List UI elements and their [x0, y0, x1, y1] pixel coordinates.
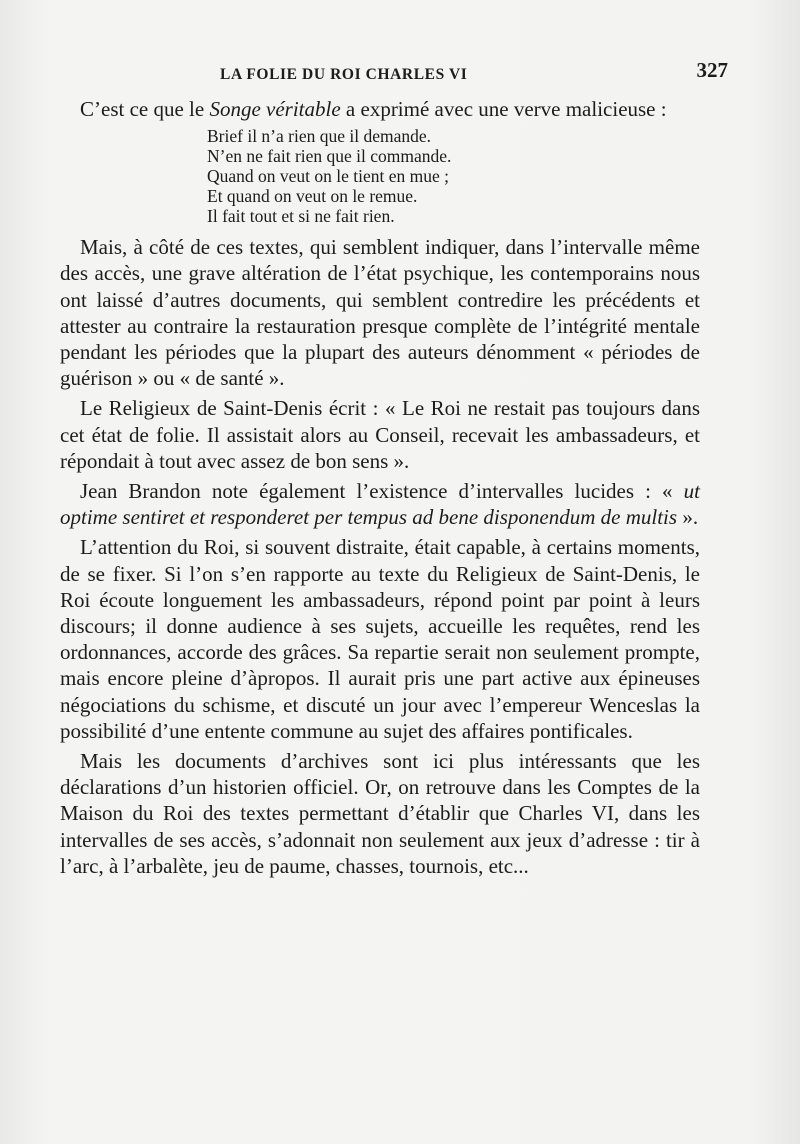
paragraph-text: Jean Brandon note également l’existence d’intervalles lucides : « — [80, 479, 684, 504]
verse-line: Il fait tout et si ne fait rien. — [207, 206, 395, 227]
verse-line: Et quand on veut on le remue. — [207, 186, 418, 207]
paragraph: Mais les documents d’archives sont ici plus intéressants que les déclarations d’un historien officiel. Or, on retrouve dans les Comptes de la Maison du Roi des textes permettant d’établir que Charles VI, dans les intervalles de ses accès, s’adonnait non seulement aux jeux d’adresse : tir à l’arc, à l’arbalète, jeu de paume, chasses, tournois, etc... — [60, 749, 700, 878]
paragraph-text: ». — [677, 505, 699, 530]
page-header — [60, 58, 728, 88]
verse-line: Quand on veut on le tient en mue ; — [207, 166, 450, 187]
paragraph: L’attention du Roi, si souvent distraite, était capable, à certains moments, de se fixer. Si l’on s’en rapporte au texte du Religieux de Saint-Denis, le Roi écoute longuement les ambassadeurs, répond point par point à leurs discours; il donne audience à ses sujets, accueille les requêtes, rend les ordonnances, accorde des grâces. Sa repartie serait non seulement prompte, mais encore pleine d’àpropos. Il aurait pris une part active aux épineuses négociations du schisme, et discuté un jour avec l’empereur Wenceslas la possibilité d’une entente commune au sujet des affaires pontificales. — [60, 535, 700, 743]
intro-text-before: C’est ce que le — [80, 97, 210, 121]
verse-line: N’en ne fait rien que il commande. — [207, 146, 452, 167]
paragraph: Mais, à côté de ces textes, qui semblent indiquer, dans l’intervalle même des accès, une grave altération de l’état psychique, les contemporains nous ont laissé d’autres documents, qui semblent contredire les précédents et attester au contraire la restauration presque complète de l’intégrité mentale pendant les périodes que la plupart des auteurs dénomment « périodes de guérison » ou « de santé ». — [60, 235, 700, 391]
intro-paragraph — [60, 96, 700, 122]
verse-quote — [207, 126, 700, 226]
intro-text-after: a exprimé avec une verve malicieuse : — [340, 97, 667, 121]
paragraph — [60, 478, 700, 530]
running-title: LA FOLIE DU ROI CHARLES VI — [220, 66, 468, 83]
latin-quote: ut optime sentiret et responderet per tempus ad bene disponendum de multis — [60, 479, 700, 530]
page-number: 327 — [696, 58, 728, 82]
paragraph: Le Religieux de Saint-Denis écrit : « Le Roi ne restait pas toujours dans cet état de folie. Il assistait alors au Conseil, recevait les ambassadeurs, et répondait à tout avec assez de bon sens ». — [60, 396, 700, 473]
body-text — [60, 96, 700, 879]
verse-line: Brief il n’a rien que il demande. — [207, 126, 432, 147]
work-title: Songe véritable — [209, 97, 341, 121]
